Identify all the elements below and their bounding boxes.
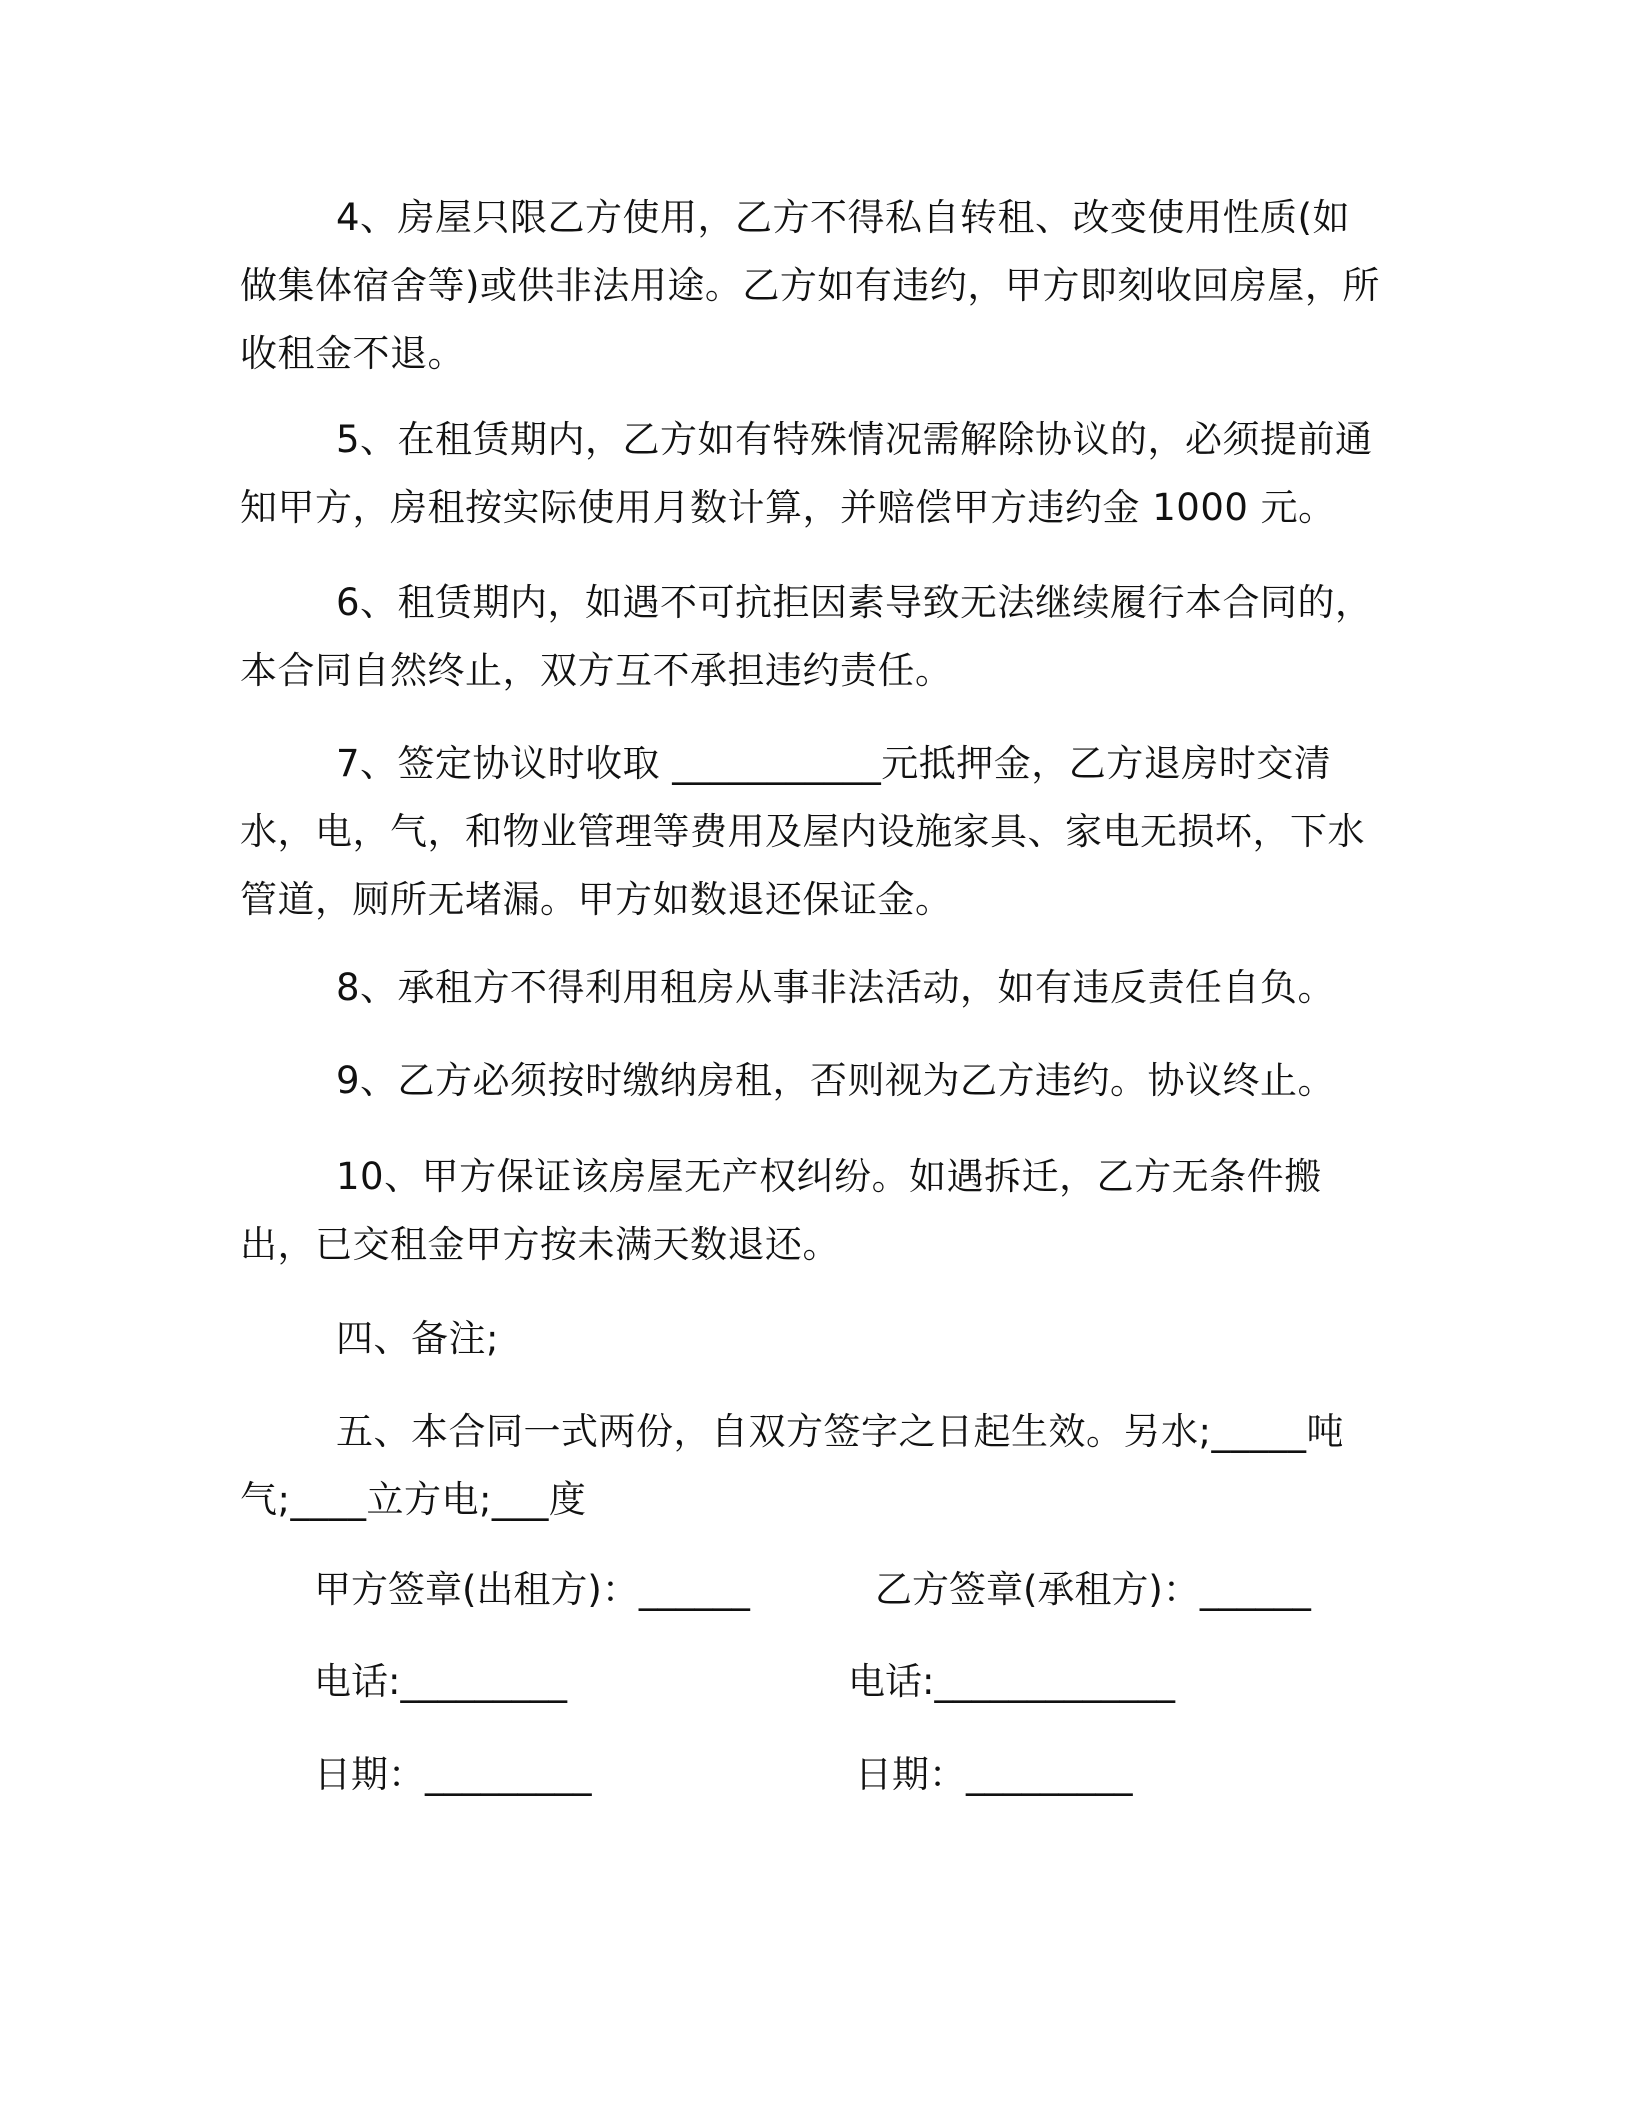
- party-a-phone: 电话:_________: [314, 1660, 567, 1703]
- signature-seal-row: [0, 1560, 1632, 1620]
- clause-7: 7、签定协议时收取 ___________元抵押金，乙方退房时交清水，电，气，和物业管理等费用及屋内设施家具、家电无损坏，下水管道，厕所无堵漏。甲方如数退还保证金。: [240, 742, 1365, 921]
- party-a-seal: 甲方签章(出租方)：______: [314, 1568, 750, 1611]
- clause-10: 10、甲方保证该房屋无产权纠纷。如遇拆迁，乙方无条件搬出，已交租金甲方按未满天数退还。: [240, 1155, 1322, 1266]
- party-b-date: 日期：_________: [855, 1753, 1133, 1796]
- party-b-seal: 乙方签章(承租方)：______: [875, 1568, 1311, 1611]
- section-copies: 五、本合同一式两份，自双方签字之日起生效。另水;_____吨气;____立方电;___度: [240, 1410, 1344, 1521]
- signature-date-row: [0, 1745, 1632, 1805]
- clause-6: 6、租赁期内，如遇不可抗拒因素导致无法继续履行本合同的，本合同自然终止，双方互不承担违约责任。: [240, 581, 1373, 692]
- clause-5: 5、在租赁期内，乙方如有特殊情况需解除协议的，必须提前通知甲方，房租按实际使用月数计算，并赔偿甲方违约金 1000 元。: [240, 418, 1373, 529]
- section-remarks: 四、备注;: [336, 1317, 499, 1360]
- party-b-phone: 电话:_____________: [848, 1660, 1175, 1703]
- clause-9: 9、乙方必须按时缴纳房租，否则视为乙方违约。协议终止。: [336, 1059, 1336, 1102]
- clause-4: 4、房屋只限乙方使用，乙方不得私自转租、改变使用性质(如做集体宿舍等)或供非法用途。乙方如有违约，甲方即刻收回房屋，所收租金不退。: [240, 196, 1380, 375]
- party-a-date: 日期：_________: [314, 1753, 592, 1796]
- clause-8: 8、承租方不得利用租房从事非法活动，如有违反责任自负。: [336, 966, 1336, 1009]
- signature-phone-row: [0, 1652, 1632, 1712]
